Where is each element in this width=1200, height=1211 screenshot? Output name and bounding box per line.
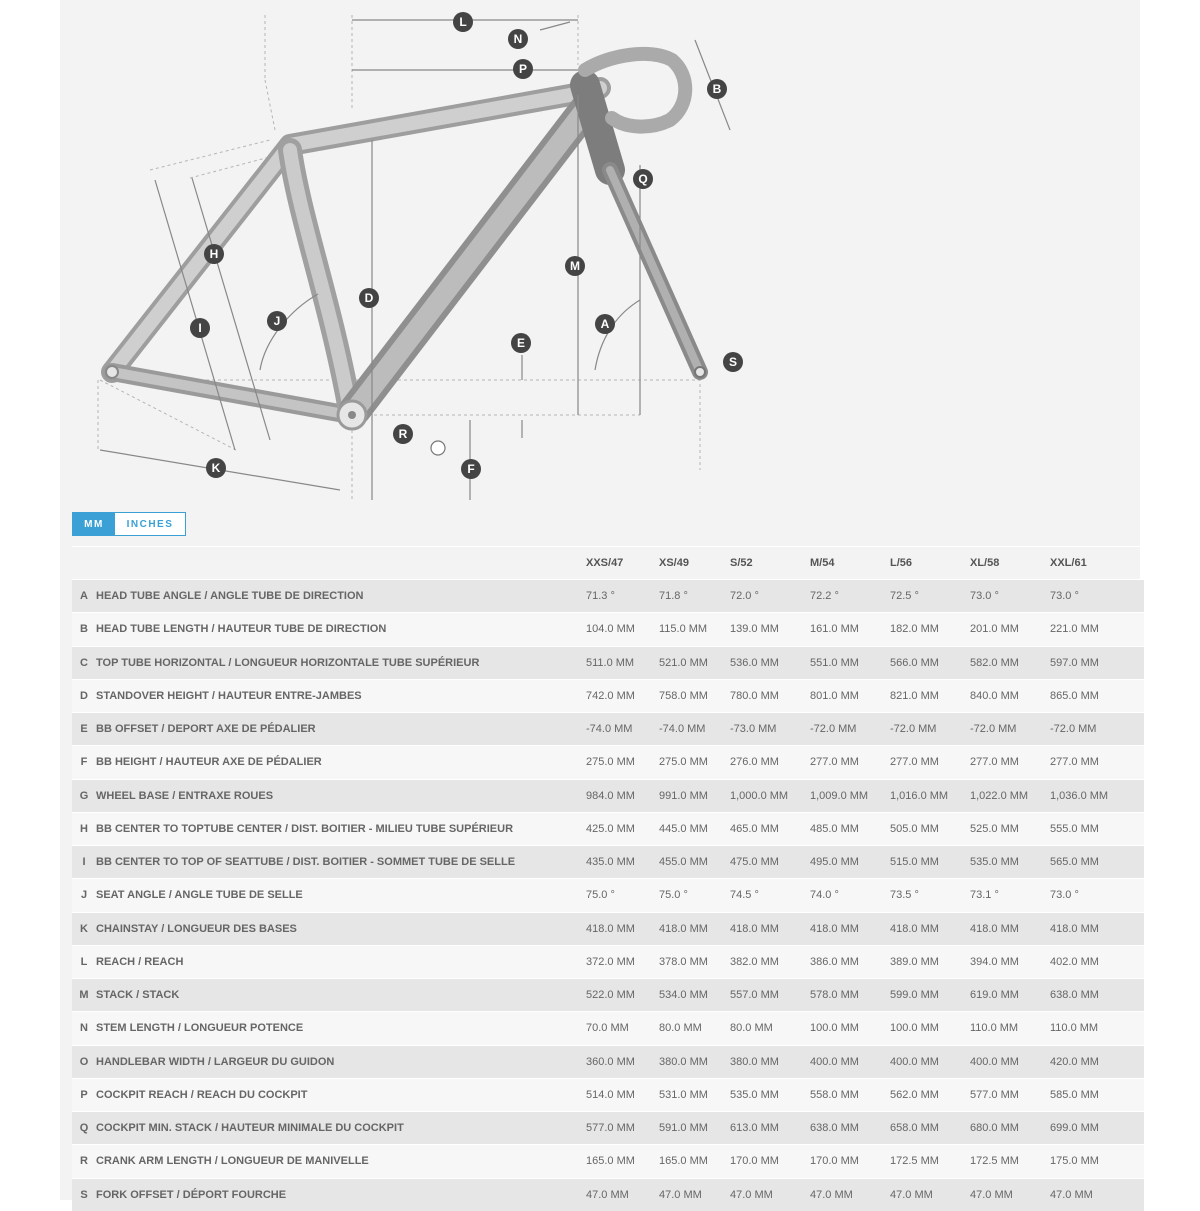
row-value: 47.0 MM xyxy=(890,1178,970,1211)
marker-Q xyxy=(633,169,653,189)
bike-frame xyxy=(106,54,705,455)
header-size: XXS/47 xyxy=(586,557,624,569)
row-value: 599.0 MM xyxy=(890,979,970,1012)
header-label xyxy=(96,547,586,580)
unit-toggle xyxy=(72,512,186,536)
row-value: 378.0 MM xyxy=(659,945,730,978)
row-value: 73.1 ° xyxy=(970,879,1050,912)
row-value: 380.0 MM xyxy=(659,1045,730,1078)
row-value: 47.0 MM xyxy=(586,1178,659,1211)
row-label: BB OFFSET / DEPORT AXE DE PÉDALIER xyxy=(96,713,586,746)
svg-text:E: E xyxy=(516,336,526,350)
row-value: 557.0 MM xyxy=(730,979,810,1012)
row-value: 638.0 MM xyxy=(810,1112,890,1145)
table-row xyxy=(72,1045,1144,1078)
marker-A xyxy=(595,314,615,334)
row-letter: P xyxy=(72,1078,96,1111)
row-value: 801.0 MM xyxy=(810,679,890,712)
row-label: WHEEL BASE / ENTRAXE ROUES xyxy=(96,779,586,812)
row-value: 170.0 MM xyxy=(730,1145,810,1178)
row-value: 758.0 MM xyxy=(659,679,730,712)
row-letter: R xyxy=(72,1145,96,1178)
row-value: -74.0 MM xyxy=(659,713,730,746)
table-row xyxy=(72,912,1144,945)
row-value: 1,036.0 MM xyxy=(1050,779,1144,812)
row-value: 277.0 MM xyxy=(810,746,890,779)
table-row xyxy=(72,1145,1144,1178)
row-value: 70.0 MM xyxy=(586,1012,659,1045)
svg-text:A: A xyxy=(600,317,610,331)
header-size: XL/58 xyxy=(970,557,1000,569)
row-value: 1,022.0 MM xyxy=(970,779,1050,812)
marker-D xyxy=(359,288,379,308)
row-label: HEAD TUBE ANGLE / ANGLE TUBE DE DIRECTION xyxy=(96,580,586,613)
svg-text:F: F xyxy=(467,462,475,476)
marker-I xyxy=(190,318,210,338)
frame-geometry-diagram xyxy=(0,0,1200,505)
marker-N xyxy=(508,29,528,49)
row-value: 445.0 MM xyxy=(659,812,730,845)
row-letter: S xyxy=(72,1178,96,1211)
marker-L xyxy=(453,12,473,32)
row-value: 780.0 MM xyxy=(730,679,810,712)
table-row xyxy=(72,812,1144,845)
row-value: 495.0 MM xyxy=(810,846,890,879)
row-value: 80.0 MM xyxy=(730,1012,810,1045)
svg-text:K: K xyxy=(211,461,221,475)
row-value: 511.0 MM xyxy=(586,646,659,679)
header-size: M/54 xyxy=(810,557,835,569)
row-value: 71.3 ° xyxy=(586,580,659,613)
row-value: 80.0 MM xyxy=(659,1012,730,1045)
row-label: STACK / STACK xyxy=(96,979,586,1012)
row-value: 505.0 MM xyxy=(890,812,970,845)
header-size: S/52 xyxy=(730,557,753,569)
row-label: COCKPIT REACH / REACH DU COCKPIT xyxy=(96,1078,586,1111)
row-value: -72.0 MM xyxy=(810,713,890,746)
row-value: 536.0 MM xyxy=(730,646,810,679)
row-value: 47.0 MM xyxy=(659,1178,730,1211)
table-row xyxy=(72,779,1144,812)
marker-J xyxy=(267,311,287,331)
table-row xyxy=(72,613,1144,646)
row-value: 418.0 MM xyxy=(586,912,659,945)
row-value: 418.0 MM xyxy=(970,912,1050,945)
row-value: 400.0 MM xyxy=(810,1045,890,1078)
table-row xyxy=(72,580,1144,613)
svg-text:R: R xyxy=(398,427,408,441)
row-value: 515.0 MM xyxy=(890,846,970,879)
row-value: 577.0 MM xyxy=(970,1078,1050,1111)
row-label: HANDLEBAR WIDTH / LARGEUR DU GUIDON xyxy=(96,1045,586,1078)
row-value: 865.0 MM xyxy=(1050,679,1144,712)
table-row xyxy=(72,646,1144,679)
row-value: 110.0 MM xyxy=(1050,1012,1144,1045)
row-value: 47.0 MM xyxy=(1050,1178,1144,1211)
svg-text:N: N xyxy=(513,32,523,46)
table-row xyxy=(72,979,1144,1012)
row-value: 75.0 ° xyxy=(659,879,730,912)
row-value: 565.0 MM xyxy=(1050,846,1144,879)
row-value: 577.0 MM xyxy=(586,1112,659,1145)
header-size: XS/49 xyxy=(659,557,689,569)
row-letter: B xyxy=(72,613,96,646)
row-value: 613.0 MM xyxy=(730,1112,810,1145)
row-letter: Q xyxy=(72,1112,96,1145)
row-label: STANDOVER HEIGHT / HAUTEUR ENTRE-JAMBES xyxy=(96,679,586,712)
row-letter: J xyxy=(72,879,96,912)
row-value: 382.0 MM xyxy=(730,945,810,978)
svg-text:M: M xyxy=(570,259,580,273)
row-label: BB CENTER TO TOP OF SEATTUBE / DIST. BOITIER - SOMMET TUBE DE SELLE xyxy=(96,846,586,879)
row-value: 551.0 MM xyxy=(810,646,890,679)
row-value: 110.0 MM xyxy=(970,1012,1050,1045)
svg-text:Q: Q xyxy=(638,172,648,186)
row-value: 821.0 MM xyxy=(890,679,970,712)
row-value: 275.0 MM xyxy=(659,746,730,779)
geometry-table xyxy=(72,546,1144,1211)
row-label: STEM LENGTH / LONGUEUR POTENCE xyxy=(96,1012,586,1045)
row-value: -74.0 MM xyxy=(586,713,659,746)
row-value: 534.0 MM xyxy=(659,979,730,1012)
row-value: 400.0 MM xyxy=(970,1045,1050,1078)
row-label: BB CENTER TO TOPTUBE CENTER / DIST. BOITIER - MILIEU TUBE SUPÉRIEUR xyxy=(96,812,586,845)
row-value: 139.0 MM xyxy=(730,613,810,646)
row-value: 161.0 MM xyxy=(810,613,890,646)
row-value: 115.0 MM xyxy=(659,613,730,646)
row-value: 420.0 MM xyxy=(1050,1045,1144,1078)
row-value: 475.0 MM xyxy=(730,846,810,879)
row-value: 165.0 MM xyxy=(659,1145,730,1178)
marker-B xyxy=(707,79,727,99)
row-value: 562.0 MM xyxy=(890,1078,970,1111)
table-header-row xyxy=(72,547,1144,580)
table-row xyxy=(72,1078,1144,1111)
row-value: 418.0 MM xyxy=(659,912,730,945)
svg-text:B: B xyxy=(712,82,722,96)
row-value: 100.0 MM xyxy=(890,1012,970,1045)
row-letter: G xyxy=(72,779,96,812)
row-letter: E xyxy=(72,713,96,746)
row-value: 514.0 MM xyxy=(586,1078,659,1111)
row-value: 73.0 ° xyxy=(1050,879,1144,912)
row-value: 1,000.0 MM xyxy=(730,779,810,812)
row-label: BB HEIGHT / HAUTEUR AXE DE PÉDALIER xyxy=(96,746,586,779)
row-value: 360.0 MM xyxy=(586,1045,659,1078)
row-value: 991.0 MM xyxy=(659,779,730,812)
row-value: 418.0 MM xyxy=(1050,912,1144,945)
row-value: 276.0 MM xyxy=(730,746,810,779)
row-value: 100.0 MM xyxy=(810,1012,890,1045)
unit-inches-button[interactable]: INCHES xyxy=(126,518,174,530)
svg-text:D: D xyxy=(364,291,374,305)
row-value: 535.0 MM xyxy=(730,1078,810,1111)
row-value: 73.0 ° xyxy=(970,580,1050,613)
row-value: 619.0 MM xyxy=(970,979,1050,1012)
table-row xyxy=(72,879,1144,912)
row-label: FORK OFFSET / DÉPORT FOURCHE xyxy=(96,1178,586,1211)
row-value: 558.0 MM xyxy=(810,1078,890,1111)
row-value: 840.0 MM xyxy=(970,679,1050,712)
row-value: 525.0 MM xyxy=(970,812,1050,845)
row-value: 172.5 MM xyxy=(890,1145,970,1178)
row-value: 742.0 MM xyxy=(586,679,659,712)
unit-mm-button[interactable]: MM xyxy=(73,513,115,535)
row-value: 221.0 MM xyxy=(1050,613,1144,646)
row-letter: O xyxy=(72,1045,96,1078)
row-value: 638.0 MM xyxy=(1050,979,1144,1012)
row-value: 277.0 MM xyxy=(1050,746,1144,779)
row-value: 172.5 MM xyxy=(970,1145,1050,1178)
row-value: -72.0 MM xyxy=(970,713,1050,746)
row-value: 380.0 MM xyxy=(730,1045,810,1078)
row-value: 402.0 MM xyxy=(1050,945,1144,978)
row-value: 984.0 MM xyxy=(586,779,659,812)
svg-text:J: J xyxy=(273,314,281,328)
row-letter: H xyxy=(72,812,96,845)
table-row xyxy=(72,1112,1144,1145)
row-value: 585.0 MM xyxy=(1050,1078,1144,1111)
row-letter: F xyxy=(72,746,96,779)
row-value: -72.0 MM xyxy=(890,713,970,746)
row-label: REACH / REACH xyxy=(96,945,586,978)
table-row xyxy=(72,1178,1144,1211)
header-letter xyxy=(72,547,96,580)
row-value: 182.0 MM xyxy=(890,613,970,646)
row-value: 566.0 MM xyxy=(890,646,970,679)
row-value: 1,016.0 MM xyxy=(890,779,970,812)
svg-text:P: P xyxy=(518,62,528,76)
row-letter: M xyxy=(72,979,96,1012)
row-value: 201.0 MM xyxy=(970,613,1050,646)
row-value: -72.0 MM xyxy=(1050,713,1144,746)
row-value: 71.8 ° xyxy=(659,580,730,613)
row-value: 658.0 MM xyxy=(890,1112,970,1145)
row-value: 275.0 MM xyxy=(586,746,659,779)
row-value: 104.0 MM xyxy=(586,613,659,646)
row-value: 72.0 ° xyxy=(730,580,810,613)
marker-K xyxy=(206,458,226,478)
row-letter: N xyxy=(72,1012,96,1045)
row-value: 435.0 MM xyxy=(586,846,659,879)
row-value: 591.0 MM xyxy=(659,1112,730,1145)
header-size: L/56 xyxy=(890,557,913,569)
row-value: 418.0 MM xyxy=(890,912,970,945)
marker-E xyxy=(511,333,531,353)
row-value: 170.0 MM xyxy=(810,1145,890,1178)
row-label: CHAINSTAY / LONGUEUR DES BASES xyxy=(96,912,586,945)
table-row xyxy=(72,1012,1144,1045)
row-label: CRANK ARM LENGTH / LONGUEUR DE MANIVELLE xyxy=(96,1145,586,1178)
row-value: 394.0 MM xyxy=(970,945,1050,978)
row-value: 521.0 MM xyxy=(659,646,730,679)
table-row xyxy=(72,945,1144,978)
row-value: 73.0 ° xyxy=(1050,580,1144,613)
svg-text:H: H xyxy=(209,247,219,261)
row-value: -73.0 MM xyxy=(730,713,810,746)
row-letter: C xyxy=(72,646,96,679)
row-value: 1,009.0 MM xyxy=(810,779,890,812)
table-row xyxy=(72,746,1144,779)
table-row xyxy=(72,713,1144,746)
row-letter: D xyxy=(72,679,96,712)
table-row xyxy=(72,679,1144,712)
row-value: 277.0 MM xyxy=(970,746,1050,779)
row-letter: I xyxy=(72,846,96,879)
row-label: HEAD TUBE LENGTH / HAUTEUR TUBE DE DIRECTION xyxy=(96,613,586,646)
row-value: 418.0 MM xyxy=(810,912,890,945)
row-value: 597.0 MM xyxy=(1050,646,1144,679)
row-value: 455.0 MM xyxy=(659,846,730,879)
marker-H xyxy=(204,244,224,264)
row-value: 680.0 MM xyxy=(970,1112,1050,1145)
row-value: 74.0 ° xyxy=(810,879,890,912)
row-value: 535.0 MM xyxy=(970,846,1050,879)
row-value: 74.5 ° xyxy=(730,879,810,912)
row-letter: A xyxy=(72,580,96,613)
row-value: 47.0 MM xyxy=(730,1178,810,1211)
table-row xyxy=(72,846,1144,879)
marker-M xyxy=(565,256,585,276)
svg-text:S: S xyxy=(728,355,738,369)
row-label: SEAT ANGLE / ANGLE TUBE DE SELLE xyxy=(96,879,586,912)
row-letter: K xyxy=(72,912,96,945)
row-value: 372.0 MM xyxy=(586,945,659,978)
row-value: 277.0 MM xyxy=(890,746,970,779)
row-value: 578.0 MM xyxy=(810,979,890,1012)
row-letter: L xyxy=(72,945,96,978)
svg-text:L: L xyxy=(459,15,467,29)
row-value: 165.0 MM xyxy=(586,1145,659,1178)
row-value: 465.0 MM xyxy=(730,812,810,845)
row-label: TOP TUBE HORIZONTAL / LONGUEUR HORIZONTALE TUBE SUPÉRIEUR xyxy=(96,646,586,679)
header-size: XXL/61 xyxy=(1050,557,1087,569)
marker-F xyxy=(461,459,481,479)
svg-text:I: I xyxy=(198,321,202,335)
row-value: 531.0 MM xyxy=(659,1078,730,1111)
geometry-table-body xyxy=(72,580,1144,1211)
row-value: 75.0 ° xyxy=(586,879,659,912)
row-value: 522.0 MM xyxy=(586,979,659,1012)
row-value: 72.5 ° xyxy=(890,580,970,613)
row-value: 418.0 MM xyxy=(730,912,810,945)
row-label: COCKPIT MIN. STACK / HAUTEUR MINIMALE DU COCKPIT xyxy=(96,1112,586,1145)
marker-P xyxy=(513,59,533,79)
marker-R xyxy=(393,424,413,444)
row-value: 699.0 MM xyxy=(1050,1112,1144,1145)
row-value: 425.0 MM xyxy=(586,812,659,845)
row-value: 555.0 MM xyxy=(1050,812,1144,845)
marker-S xyxy=(723,352,743,372)
row-value: 582.0 MM xyxy=(970,646,1050,679)
row-value: 47.0 MM xyxy=(970,1178,1050,1211)
row-value: 485.0 MM xyxy=(810,812,890,845)
row-value: 73.5 ° xyxy=(890,879,970,912)
row-value: 47.0 MM xyxy=(810,1178,890,1211)
row-value: 175.0 MM xyxy=(1050,1145,1144,1178)
row-value: 400.0 MM xyxy=(890,1045,970,1078)
row-value: 389.0 MM xyxy=(890,945,970,978)
row-value: 386.0 MM xyxy=(810,945,890,978)
row-value: 72.2 ° xyxy=(810,580,890,613)
